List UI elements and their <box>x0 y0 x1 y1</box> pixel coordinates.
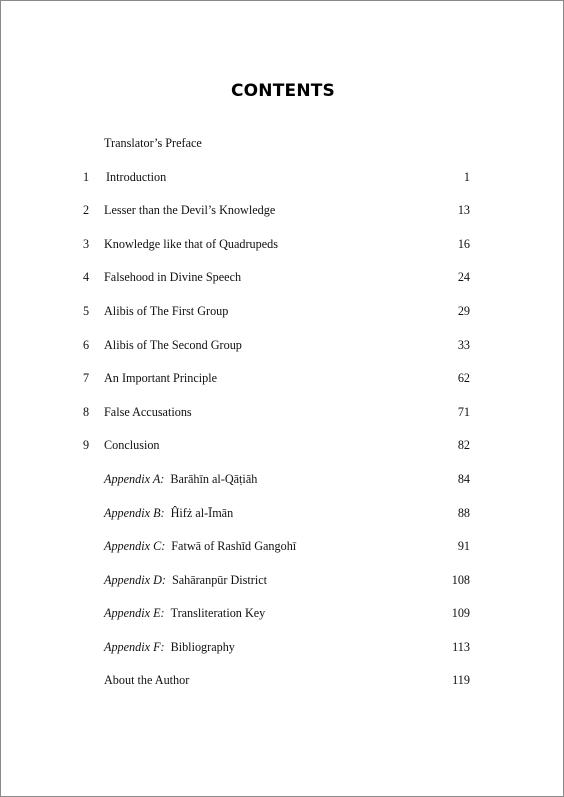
appendix-label: Appendix F: <box>104 640 165 654</box>
toc-appendix-entry <box>1 571 564 589</box>
toc-entry-number: 1 <box>83 170 90 184</box>
toc-entry-number: 5 <box>83 304 90 318</box>
toc-entry-page: 88 <box>457 506 470 520</box>
toc-appendix-entry <box>1 604 564 622</box>
appendix-name: Sahāranpūr District <box>171 573 268 587</box>
toc-entry-label: Conclusion <box>104 438 160 452</box>
toc-appendix-entry <box>1 504 564 522</box>
toc-appendix-text <box>104 604 265 622</box>
toc-entry-page: 62 <box>457 371 470 385</box>
appendix-label: Appendix C: <box>104 539 166 553</box>
toc-entry-number: 7 <box>83 371 90 385</box>
toc-entry-number: 6 <box>83 338 90 352</box>
toc-entry-label: An Important Principle <box>104 371 218 385</box>
toc-entry-page: 91 <box>457 539 470 553</box>
toc-entry-page: 113 <box>452 640 470 654</box>
toc-appendix-text <box>104 504 233 522</box>
toc-entry-number: 3 <box>83 237 90 251</box>
toc-entry <box>1 302 564 320</box>
page-title: CONTENTS <box>230 81 336 101</box>
toc-entry-page: 82 <box>457 438 470 452</box>
toc-entry-page: 109 <box>451 606 470 620</box>
toc-appendix-text <box>104 638 235 656</box>
appendix-name: Ĥifż al-Īmān <box>170 506 234 520</box>
toc-entry <box>1 201 564 219</box>
toc-entry <box>1 336 564 354</box>
toc-appendix-text <box>104 470 257 488</box>
toc-entry-number: 2 <box>83 203 90 217</box>
appendix-label: Appendix A: <box>104 472 165 486</box>
toc-entry <box>1 268 564 286</box>
appendix-label: Appendix B: <box>104 506 165 520</box>
appendix-name: Transliteration Key <box>170 606 266 620</box>
toc-entry-label: False Accusations <box>104 405 192 419</box>
toc-entry-page: 71 <box>457 405 470 419</box>
toc-appendix-entry <box>1 638 564 656</box>
toc-entry <box>1 436 564 454</box>
toc-entry <box>1 168 564 186</box>
toc-entry-page: 24 <box>457 270 470 284</box>
toc-entry-label: Alibis of The Second Group <box>104 338 242 352</box>
appendix-name: Bibliography <box>170 640 235 654</box>
toc-entry-label: Introduction <box>106 170 167 184</box>
toc-entry-page: 16 <box>457 237 470 251</box>
toc-entry-page: 33 <box>457 338 470 352</box>
toc-entry <box>1 235 564 253</box>
appendix-label: Appendix E: <box>104 606 165 620</box>
appendix-label: Appendix D: <box>104 573 166 587</box>
appendix-name: Barāhīn al-Qāṭiāh <box>170 472 258 486</box>
toc-entry <box>1 403 564 421</box>
toc-entry-label: Falsehood in Divine Speech <box>104 270 242 284</box>
toc-entry-label: About the Author <box>104 673 190 687</box>
toc-entry-page: 29 <box>457 304 470 318</box>
toc-entry-page: 13 <box>457 203 470 217</box>
appendix-name: Fatwā of Rashīd Gangohī <box>171 539 297 553</box>
toc-entry <box>1 671 564 689</box>
toc-appendix-entry <box>1 470 564 488</box>
toc-entry-page: 119 <box>452 673 470 687</box>
toc-entry-label: Knowledge like that of Quadrupeds <box>104 237 278 251</box>
toc-entry-number: 4 <box>83 270 90 284</box>
toc-appendix-text <box>104 571 267 589</box>
toc-entry-page: 1 <box>463 170 470 184</box>
toc-appendix-text <box>104 537 296 555</box>
toc-entry-label: Lesser than the Devil’s Knowledge <box>104 203 276 217</box>
toc-entry-number: 8 <box>83 405 90 419</box>
toc-entry <box>1 369 564 387</box>
toc-appendix-entry <box>1 537 564 555</box>
toc-entry-label: Translator’s Preface <box>104 136 202 150</box>
toc-entry-number: 9 <box>83 438 90 452</box>
toc-entry-label: Alibis of The First Group <box>104 304 229 318</box>
toc-entry-page: 84 <box>457 472 470 486</box>
toc-entry-page: 108 <box>451 573 470 587</box>
toc-entry <box>1 134 564 152</box>
